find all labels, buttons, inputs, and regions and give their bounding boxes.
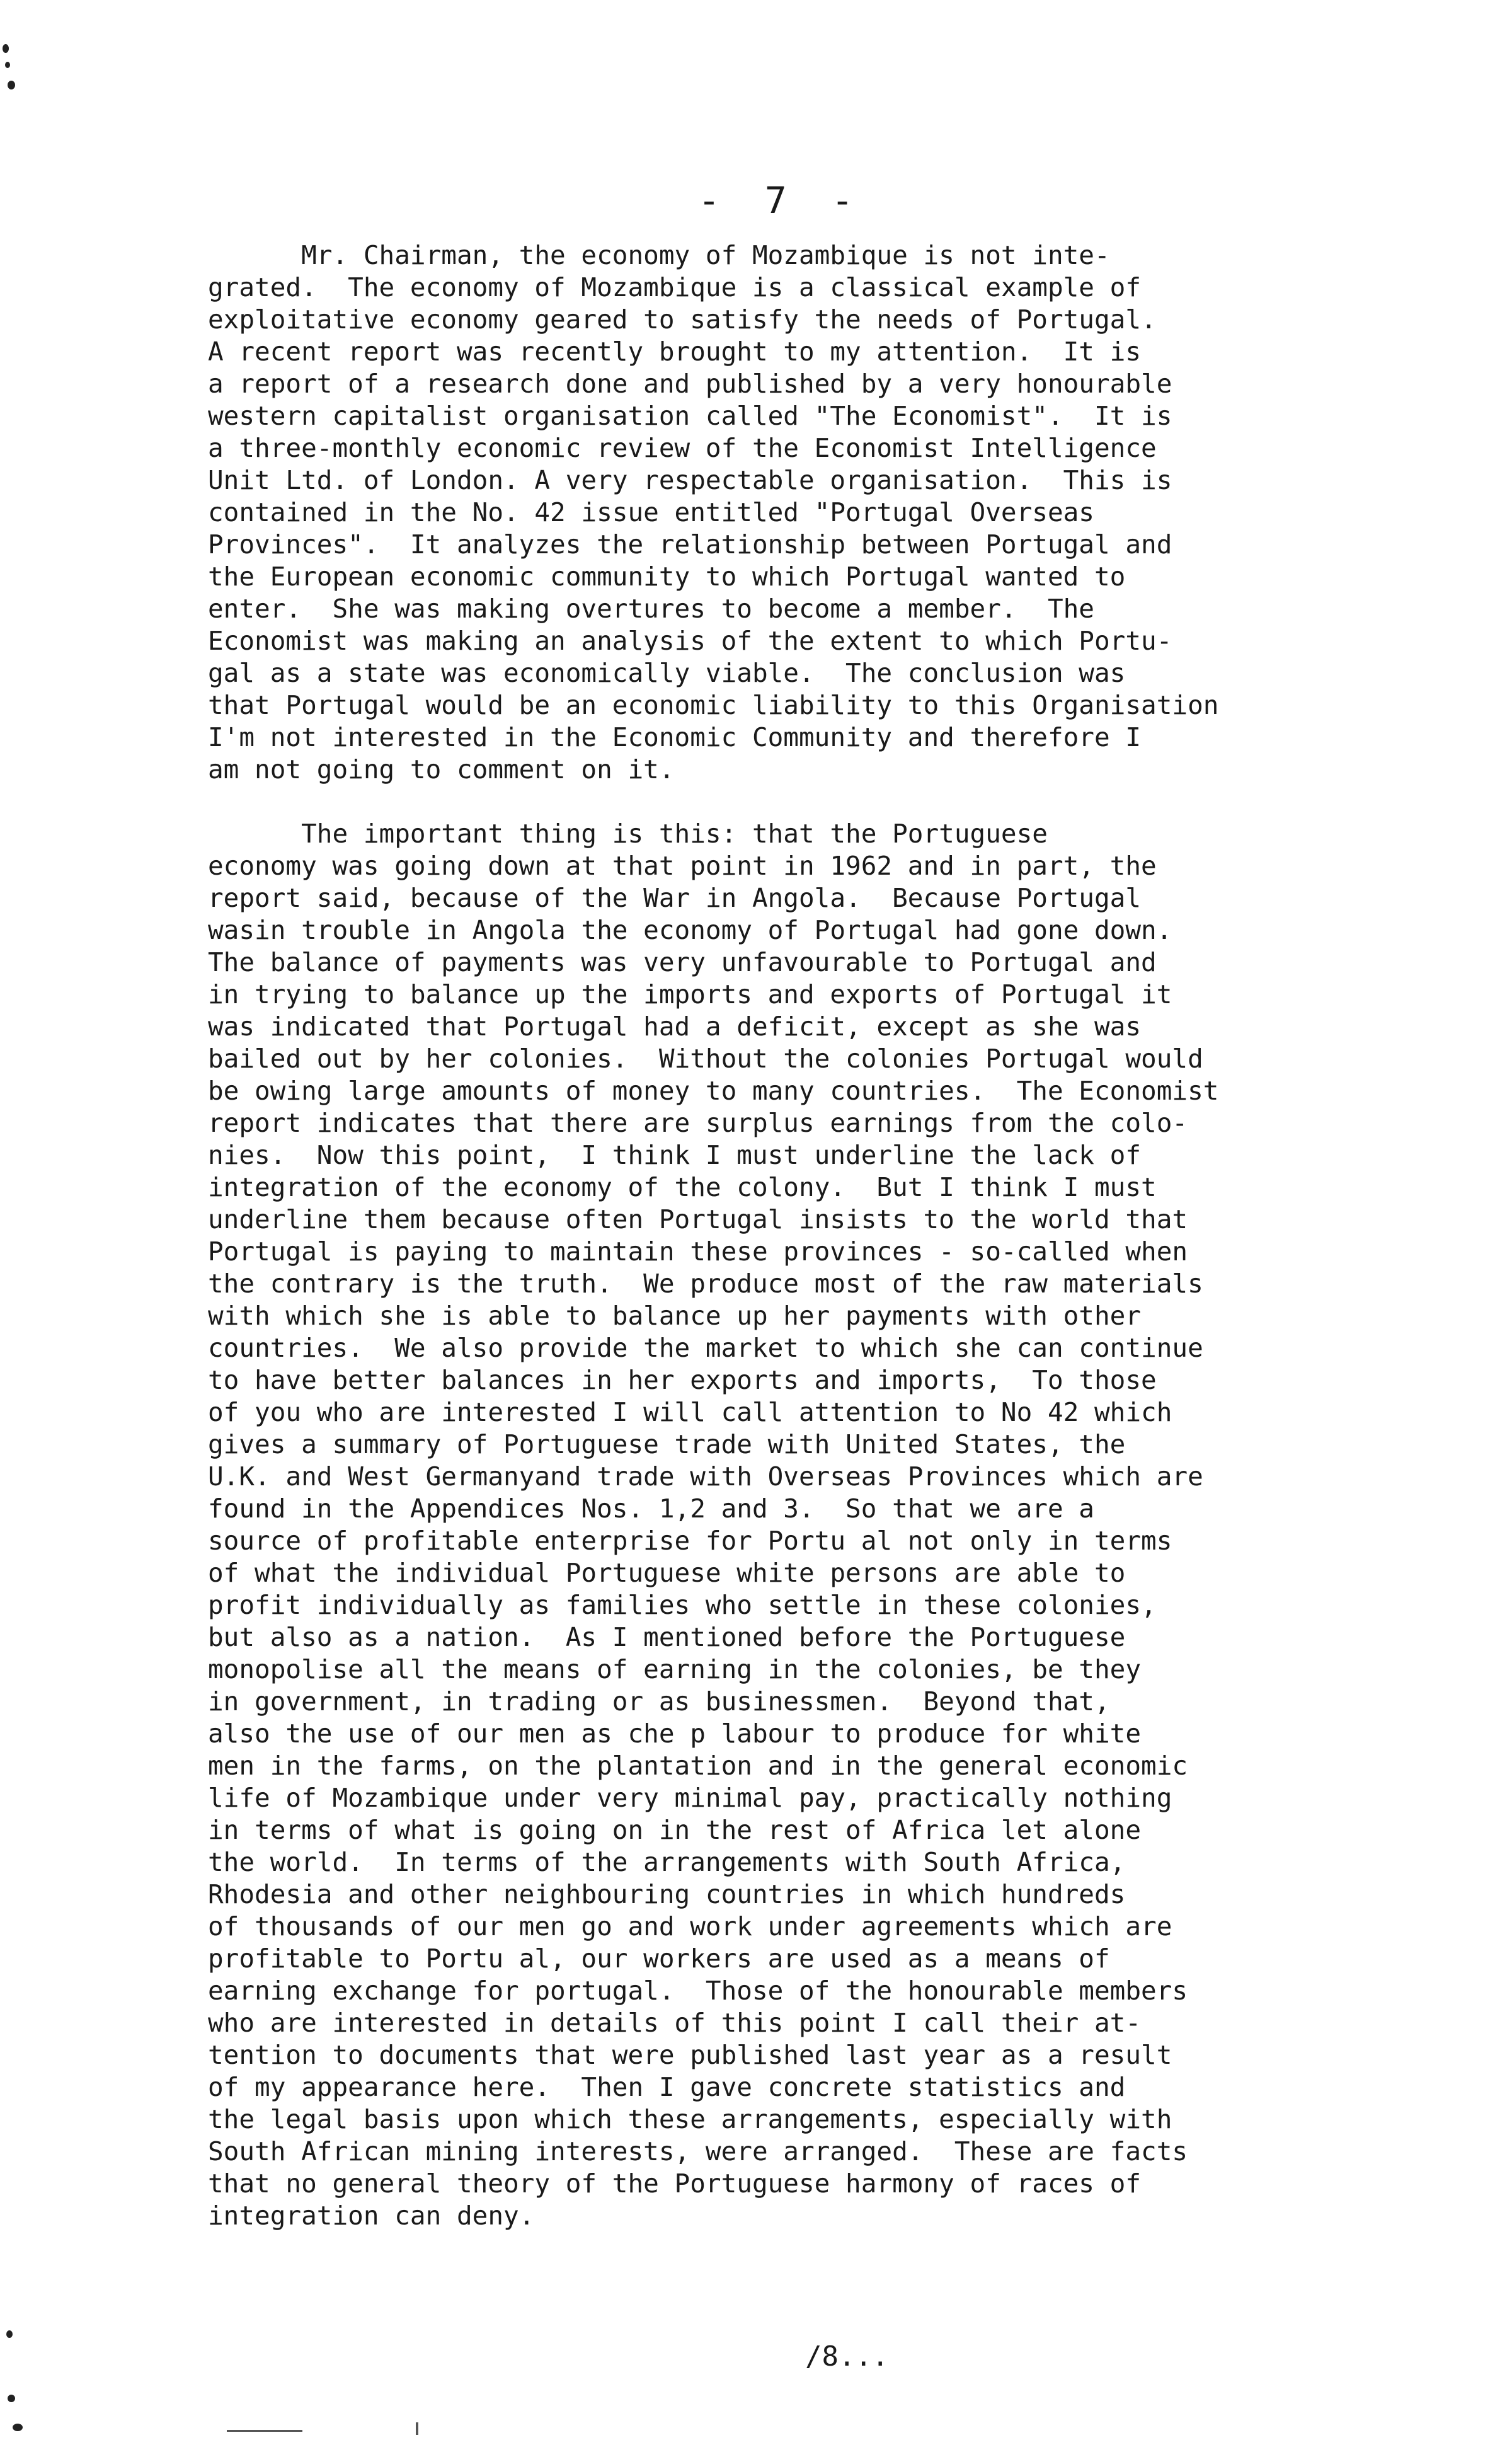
text-line: Unit Ltd. of London. A very respectable organisation. This is [208, 465, 1172, 495]
text-line: life of Mozambique under very minimal pay, practically nothing [208, 1783, 1172, 1813]
text-line: nies. Now this point, I think I must underline the lack of [208, 1140, 1142, 1170]
text-line: that Portugal would be an economic liability to this Organisation [208, 690, 1219, 720]
text-line: enter. She was making overtures to become a member. The [208, 594, 1094, 624]
text-line: contained in the No. 42 issue entitled "Portugal Overseas [208, 497, 1094, 527]
text-line: who are interested in details of this point I call their at- [208, 2008, 1142, 2038]
text-line: report indicates that there are surplus earnings from the colo- [208, 1108, 1188, 1138]
text-line: Rhodesia and other neighbouring countries in which hundreds [208, 1879, 1126, 1909]
text-line: also the use of our men as che p labour to produce for white [208, 1718, 1142, 1749]
text-line: gives a summary of Portuguese trade with United States, the [208, 1429, 1126, 1459]
text-line: underline them because often Portugal insists to the world that [208, 1204, 1188, 1234]
text-line: of my appearance here. Then I gave concrete statistics and [208, 2072, 1126, 2102]
text-line: tention to documents that were published last year as a result [208, 2040, 1172, 2070]
text-line: of what the individual Portuguese white persons are able to [208, 1558, 1126, 1588]
text-line: of thousands of our men go and work under agreements which are [208, 1911, 1172, 1942]
scan-mark [227, 2430, 302, 2432]
continuation-marker: /8... [805, 2340, 889, 2373]
text-line: found in the Appendices Nos. 1,2 and 3. So that we are a [208, 1493, 1094, 1524]
text-line: to have better balances in her exports and imports, To those [208, 1365, 1157, 1395]
text-line: monopolise all the means of earning in the colonies, be they [208, 1654, 1142, 1684]
text-line: with which she is able to balance up her payments with other [208, 1301, 1142, 1331]
text-line: be owing large amounts of money to many countries. The Economist [208, 1076, 1219, 1106]
text-line: Provinces". It analyzes the relationship between Portugal and [208, 529, 1172, 560]
text-line: integration can deny. [208, 2201, 535, 2231]
text-line: I'm not interested in the Economic Community and therefore I [208, 722, 1142, 752]
text-line: earning exchange for portugal. Those of the honourable members [208, 1976, 1188, 2006]
text-line: the legal basis upon which these arrangements, especially with [208, 2104, 1172, 2134]
text-line: profitable to Portu al, our workers are used as a means of [208, 1943, 1110, 1974]
text-line: South African mining interests, were arranged. These are facts [208, 2136, 1188, 2167]
scan-mark [8, 2395, 15, 2402]
text-line: Portugal is paying to maintain these provinces - so-called when [208, 1236, 1188, 1267]
text-line: grated. The economy of Mozambique is a classical example of [208, 272, 1142, 302]
text-line: in terms of what is going on in the rest of Africa let alone [208, 1815, 1142, 1845]
text-line: the contrary is the truth. We produce most of the raw materials [208, 1269, 1203, 1299]
text-line: The balance of payments was very unfavourable to Portugal and [208, 947, 1157, 977]
text-line: Economist was making an analysis of the extent to which Portu- [208, 626, 1172, 656]
text-line: in trying to balance up the imports and exports of Portugal it [208, 979, 1172, 1010]
text-line: exploitative economy geared to satisfy the needs of Portugal. [208, 304, 1157, 335]
text-line: Mr. Chairman, the economy of Mozambique is not inte- [208, 240, 1110, 270]
document-body [208, 239, 1493, 2232]
text-line: report said, because of the War in Angola. Because Portugal [208, 883, 1142, 913]
text-line: integration of the economy of the colony. But I think I must [208, 1172, 1157, 1202]
text-line: am not going to comment on it. [208, 754, 675, 785]
text-line: The important thing is this: that the Portuguese [208, 819, 1048, 849]
scan-mark [6, 2330, 13, 2338]
scan-mark [3, 44, 9, 53]
text-line: in government, in trading or as businessmen. Beyond that, [208, 1686, 1110, 1717]
text-line: of you who are interested I will call attention to No 42 which [208, 1397, 1172, 1427]
text-line: the European economic community to which Portugal wanted to [208, 561, 1126, 592]
text-line: but also as a nation. As I mentioned before the Portuguese [208, 1622, 1126, 1652]
paragraph-1 [208, 239, 1493, 786]
text-line: U.K. and West Germanyand trade with Overseas Provinces which are [208, 1461, 1203, 1492]
text-line: bailed out by her colonies. Without the colonies Portugal would [208, 1044, 1203, 1074]
text-line: that no general theory of the Portuguese harmony of races of [208, 2168, 1142, 2199]
paragraph-2 [208, 818, 1493, 2232]
text-line: countries. We also provide the market to which she can continue [208, 1333, 1203, 1363]
scan-mark [13, 2424, 23, 2431]
text-line: economy was going down at that point in 1962 and in part, the [208, 851, 1157, 881]
text-line: A recent report was recently brought to my attention. It is [208, 337, 1142, 367]
text-line: a report of a research done and published by a very honourable [208, 369, 1172, 399]
page-number: - 7 - [698, 179, 865, 222]
text-line: the world. In terms of the arrangements with South Africa, [208, 1847, 1126, 1877]
text-line: source of profitable enterprise for Portu al not only in terms [208, 1526, 1172, 1556]
text-line: wasin trouble in Angola the economy of Portugal had gone down. [208, 915, 1172, 945]
text-line: gal as a state was economically viable. The conclusion was [208, 658, 1126, 688]
scan-mark [5, 62, 10, 68]
scan-mark [8, 81, 15, 89]
scan-mark [416, 2422, 418, 2435]
text-line: men in the farms, on the plantation and in the general economic [208, 1751, 1188, 1781]
text-line: a three-monthly economic review of the Economist Intelligence [208, 433, 1157, 463]
text-line: was indicated that Portugal had a deficit, except as she was [208, 1011, 1142, 1042]
text-line: profit individually as families who settle in these colonies, [208, 1590, 1157, 1620]
text-line: western capitalist organisation called "The Economist". It is [208, 401, 1172, 431]
